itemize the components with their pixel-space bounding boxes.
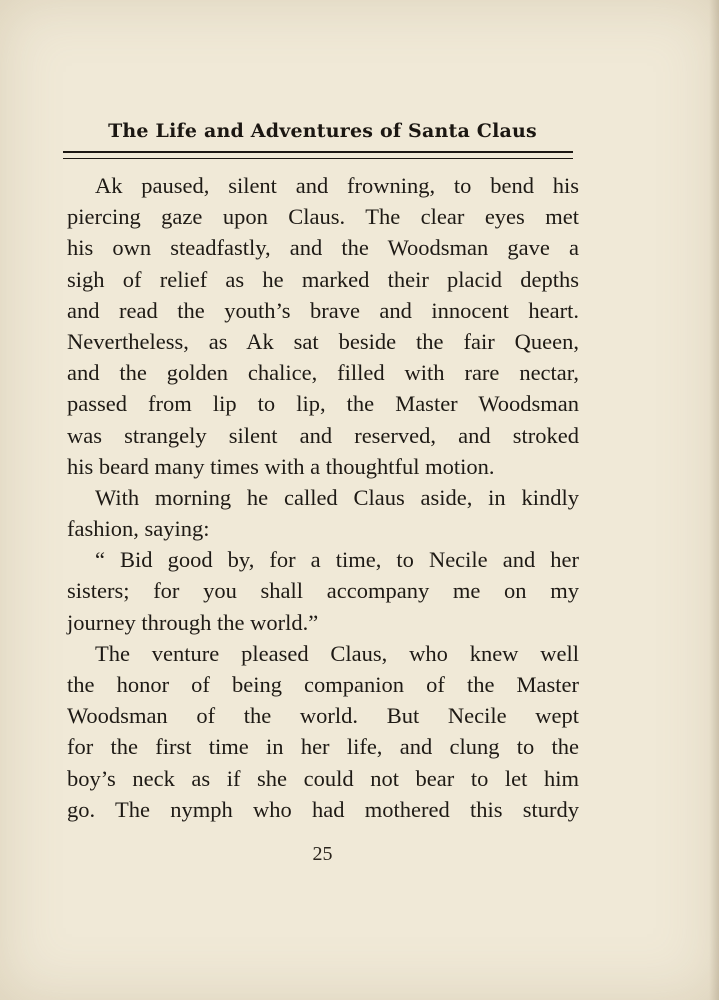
text-line: go. The nymph who had mothered this sturdy xyxy=(67,796,579,822)
page-edge-shadow xyxy=(709,0,719,1000)
text-line: “ Bid good by, for a time, to Necile and her xyxy=(95,547,579,573)
text-line: passed from lip to lip, the Master Woodsman xyxy=(67,391,579,417)
text-line: his beard many times with a thoughtful motion. xyxy=(67,453,495,479)
text-line: and the golden chalice, filled with rare nectar, xyxy=(67,360,579,386)
text-line: was strangely silent and reserved, and stroked xyxy=(67,422,579,448)
text-line: for the first time in her life, and clung to the xyxy=(67,734,579,760)
text-line: sisters; for you shall accompany me on my xyxy=(67,578,579,604)
text-line: sigh of relief as he marked their placid depths xyxy=(67,266,579,292)
page-number: 25 xyxy=(312,843,333,865)
text-line: Ak paused, silent and frowning, to bend his xyxy=(95,173,579,198)
text-line: the honor of being companion of the Master xyxy=(67,672,579,697)
text-line: Woodsman of the world. But Necile wept xyxy=(67,703,579,729)
running-head: The Life and Adventures of Santa Claus xyxy=(108,120,537,142)
text-line: With morning he called Claus aside, in kindly xyxy=(95,484,579,510)
body-text xyxy=(67,170,579,825)
text-line: boy’s neck as if she could not bear to let him xyxy=(67,765,579,791)
text-line: and read the youth’s brave and innocent heart. xyxy=(67,297,579,323)
text-line: The venture pleased Claus, who knew well xyxy=(95,640,579,666)
text-line: journey through the world.” xyxy=(67,609,319,635)
text-line: fashion, saying: xyxy=(67,516,210,542)
text-line: his own steadfastly, and the Woodsman gave a xyxy=(67,235,579,261)
text-line: Nevertheless, as Ak sat beside the fair Queen, xyxy=(67,328,579,354)
header-rule xyxy=(63,151,573,159)
text-line: piercing gaze upon Claus. The clear eyes met xyxy=(67,204,579,230)
